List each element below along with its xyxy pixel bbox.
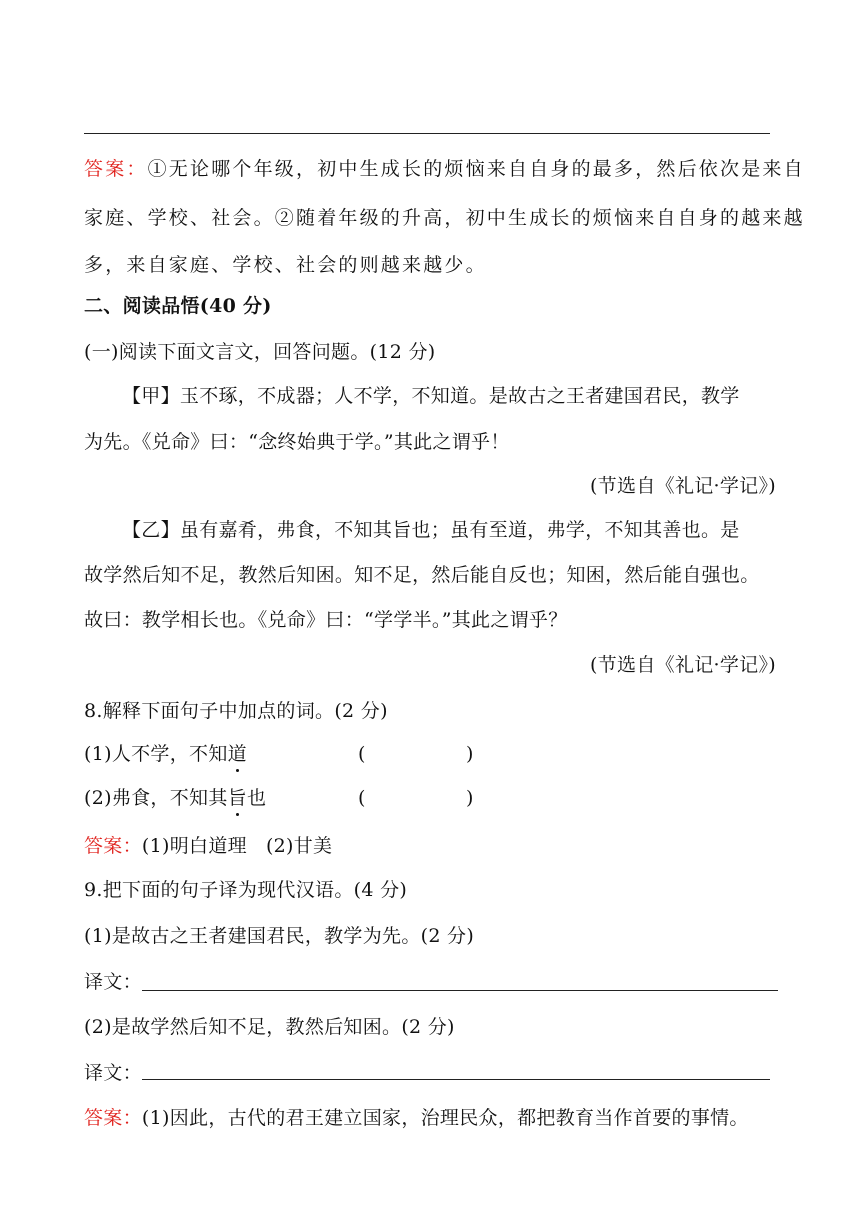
q8-answer-text: (1)明白道理 (2)甘美 <box>141 835 333 857</box>
section-title: 二、阅读品悟(40 分) <box>84 295 272 317</box>
passage-jia-line-2: 为先。《兑命》曰：“念终始典于学。”其此之谓乎！ <box>84 431 510 453</box>
answer-label: 答案： <box>84 835 142 857</box>
passage-jia-source: (节选自《礼记·学记》) <box>590 475 776 497</box>
q9-item-1-translation-label: 译文： <box>84 971 142 993</box>
chart-answer-line-2: 家庭、学校、社会。②随着年级的升高，初中生成长的烦恼来自自身的越来越 <box>84 207 805 229</box>
q8-item-2-dotted-word: 旨 <box>227 787 247 809</box>
q8-item-2-paren-open: ( <box>358 787 366 809</box>
answer-label: 答案： <box>84 1107 142 1129</box>
passage-yi-line-2: 故学然后知不足，教然后知困。知不足，然后能自反也；知困，然后能自强也。 <box>84 564 760 586</box>
q8-item-2-suffix: 也 <box>246 787 267 809</box>
part-intro: (一)阅读下面文言文，回答问题。(12 分) <box>84 341 436 363</box>
header-rule <box>84 133 770 134</box>
q9-item-1-answer-blank[interactable] <box>142 990 778 991</box>
q9-answer <box>84 1106 749 1130</box>
q9-stem: 9.把下面的句子译为现代汉语。(4 分) <box>84 879 408 901</box>
q8-item-1-dotted-word: 道 <box>227 743 247 765</box>
chart-answer-line-1 <box>84 157 805 181</box>
q8-answer <box>84 834 332 858</box>
passage-yi-line-3: 故曰：教学相长也。《兑命》曰：“学学半。”其此之谓乎？ <box>84 609 568 631</box>
passage-jia-line-1: 【甲】玉不琢，不成器；人不学，不知道。是故古之王者建国君民，教学 <box>122 385 740 407</box>
q8-item-1 <box>84 742 504 766</box>
q8-stem: 8.解释下面句子中加点的词。(2 分) <box>84 700 388 722</box>
q8-item-1-text: (1)人不学，不知 <box>84 743 228 765</box>
q8-item-2 <box>84 786 504 810</box>
q9-item-2: (2)是故学然后知不足，教然后知困。(2 分) <box>84 1016 455 1038</box>
passage-yi-line-1: 【乙】虽有嘉肴，弗食，不知其旨也；虽有至道，弗学，不知其善也。是 <box>122 519 740 541</box>
answer-label: 答案： <box>84 158 148 180</box>
answer-text: ①无论哪个年级，初中生成长的烦恼来自自身的最多，然后依次是来自 <box>147 158 805 180</box>
q9-item-1: (1)是故古之王者建国君民，教学为先。(2 分) <box>84 925 475 947</box>
passage-yi-source: (节选自《礼记·学记》) <box>590 654 776 676</box>
q9-item-2-answer-blank[interactable] <box>142 1079 770 1080</box>
q9-item-2-translation-label: 译文： <box>84 1062 142 1084</box>
q8-item-2-text: (2)弗食，不知其 <box>84 787 228 809</box>
q8-item-2-paren-close: ) <box>466 787 474 809</box>
q9-answer-text: (1)因此，古代的君王建立国家，治理民众，都把教育当作首要的事情。 <box>141 1107 749 1129</box>
q8-item-1-paren-close: ) <box>466 743 474 765</box>
q8-item-1-paren-open: ( <box>358 743 366 765</box>
chart-answer-line-3: 多，来自家庭、学校、社会的则越来越少。 <box>84 254 487 276</box>
